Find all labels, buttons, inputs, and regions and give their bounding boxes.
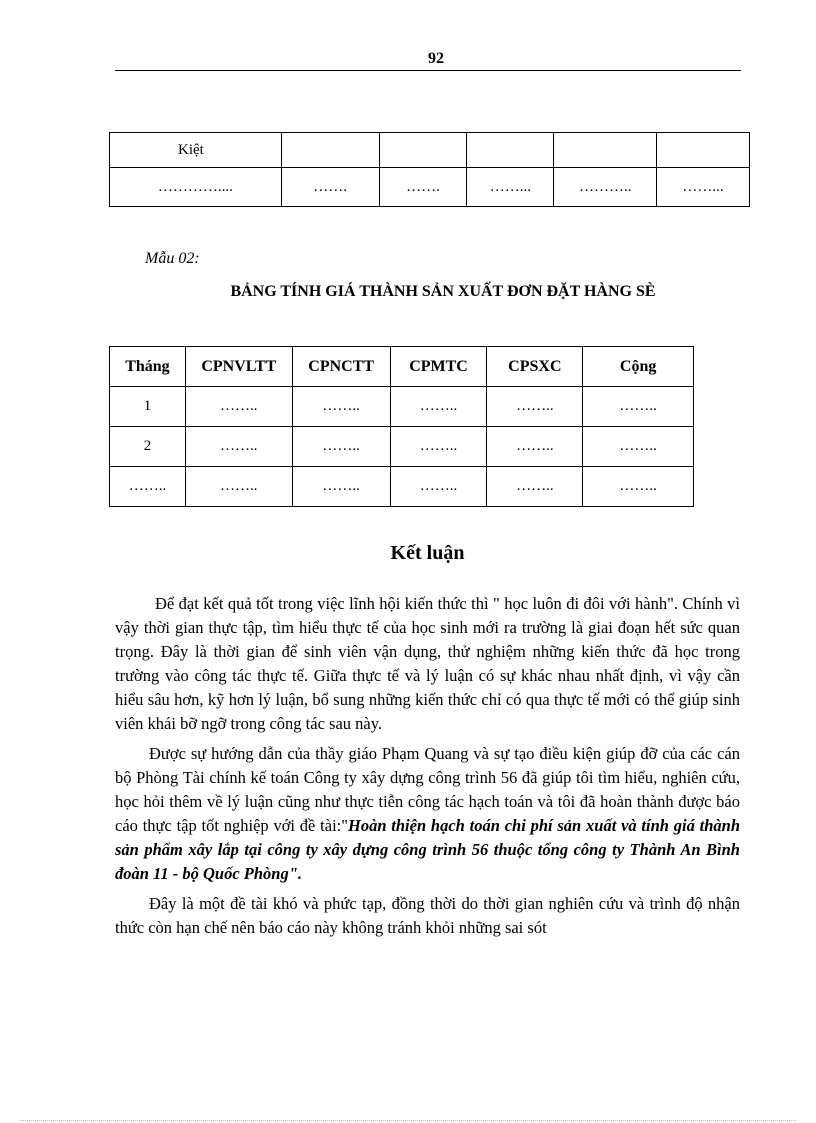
- table-row: [110, 168, 750, 207]
- conclusion-title: Kết luận: [390, 542, 465, 564]
- table-cell: ……..: [390, 427, 487, 467]
- table-title: BẢNG TÍNH GIÁ THÀNH SẢN XUẤT ĐƠN ĐẶT HÀNG SÈ: [230, 283, 656, 300]
- paragraph-text: Được sự hướng dẫn của thầy giáo Phạm Quang và sự tạo điều kiện giúp đỡ của các cán bộ Phòng Tài chính kế toán Công ty xây dựng công trình 56 đã giúp tôi tìm hiểu, nghiên cứu, học hỏi thêm về lý luận cũng như thực tiễn công tác hạch toán và tôi đã hoàn thành được báo cáo thực tập tốt nghiệp với đề tài:": [115, 744, 740, 835]
- column-header: CPNVLTT: [185, 347, 292, 387]
- conclusion-paragraph: [115, 742, 740, 886]
- table-cell: ……..: [110, 467, 186, 507]
- conclusion-paragraph: Để đạt kết quả tốt trong việc lĩnh hội kiến thức thì " học luôn đi đôi với hành". Chính vì vậy thời gian thực tập, tìm hiểu thực tế của học sinh mới ra trường là giai đoạn hết sức quan trọng. Đây là thời gian để sinh viên vận dụng, thử nghiệm những kiến thức đã học trong trường vào công tác thực tế. Giữa thực tế và lý luận có sự khác nhau nhất định, vì vậy cần hiểu sâu hơn, kỹ hơn lý luận, bổ sung những kiến thức chỉ có qua thực tế mới có thể giúp sinh viên khái bỡ ngỡ trong công tác sau này.: [115, 594, 740, 733]
- table-cell: ……..: [185, 387, 292, 427]
- table-cell: ………..: [554, 168, 657, 207]
- table-cell: ……..: [487, 467, 583, 507]
- table-cell: ……..: [185, 467, 292, 507]
- top-table: [109, 132, 750, 207]
- table-row: [110, 467, 694, 507]
- column-header: CPSXC: [487, 347, 583, 387]
- table-header-row: [110, 347, 694, 387]
- table-cell: ……..: [583, 387, 694, 427]
- table-cell: …….: [379, 168, 467, 207]
- table-row: [110, 133, 750, 168]
- table-cell: ……..: [292, 387, 390, 427]
- table-cell: ……...: [657, 168, 750, 207]
- table-cell: ……..: [185, 427, 292, 467]
- form-label: Mẫu 02:: [145, 250, 200, 267]
- table-cell: …………....: [110, 168, 282, 207]
- table-cell: 2: [110, 427, 186, 467]
- report-topic: Hoàn thiện hạch toán chi phí sản xuất và tính giá thành sản phẩm xây lắp tại công ty xây dựng công trình 56 thuộc tổng công ty Thành An Bình đoàn 11 - bộ Quốc Phòng".: [115, 816, 740, 883]
- table-cell: ……..: [487, 427, 583, 467]
- table-cell: ……..: [390, 467, 487, 507]
- table-cell: ……...: [467, 168, 554, 207]
- table-cell: Kiệt: [110, 133, 282, 168]
- table-cell: ……..: [583, 467, 694, 507]
- table-cell: [657, 133, 750, 168]
- table-cell: [554, 133, 657, 168]
- table-cell: …….: [281, 168, 379, 207]
- column-header: CPMTC: [390, 347, 487, 387]
- page-bottom-rule: [20, 1120, 796, 1121]
- conclusion-paragraph: Đây là một đề tài khó và phức tạp, đồng thời do thời gian nghiên cứu và trình độ nhận thức còn hạn chế nên báo cáo này không tránh khỏi những sai sót: [115, 894, 740, 937]
- column-header: CPNCTT: [292, 347, 390, 387]
- header-rule: [115, 70, 741, 71]
- table-row: [110, 427, 694, 467]
- table-cell: [467, 133, 554, 168]
- table-cell: ……..: [583, 427, 694, 467]
- table-row: [110, 387, 694, 427]
- table-cell: ……..: [487, 387, 583, 427]
- column-header: Cộng: [583, 347, 694, 387]
- table-cell: ……..: [390, 387, 487, 427]
- page-number: 92: [428, 50, 444, 67]
- conclusion-body: [115, 592, 740, 946]
- table-cell: [281, 133, 379, 168]
- table-cell: ……..: [292, 467, 390, 507]
- cost-table: [109, 346, 694, 507]
- table-cell: ……..: [292, 427, 390, 467]
- table-cell: [379, 133, 467, 168]
- column-header: Tháng: [110, 347, 186, 387]
- table-cell: 1: [110, 387, 186, 427]
